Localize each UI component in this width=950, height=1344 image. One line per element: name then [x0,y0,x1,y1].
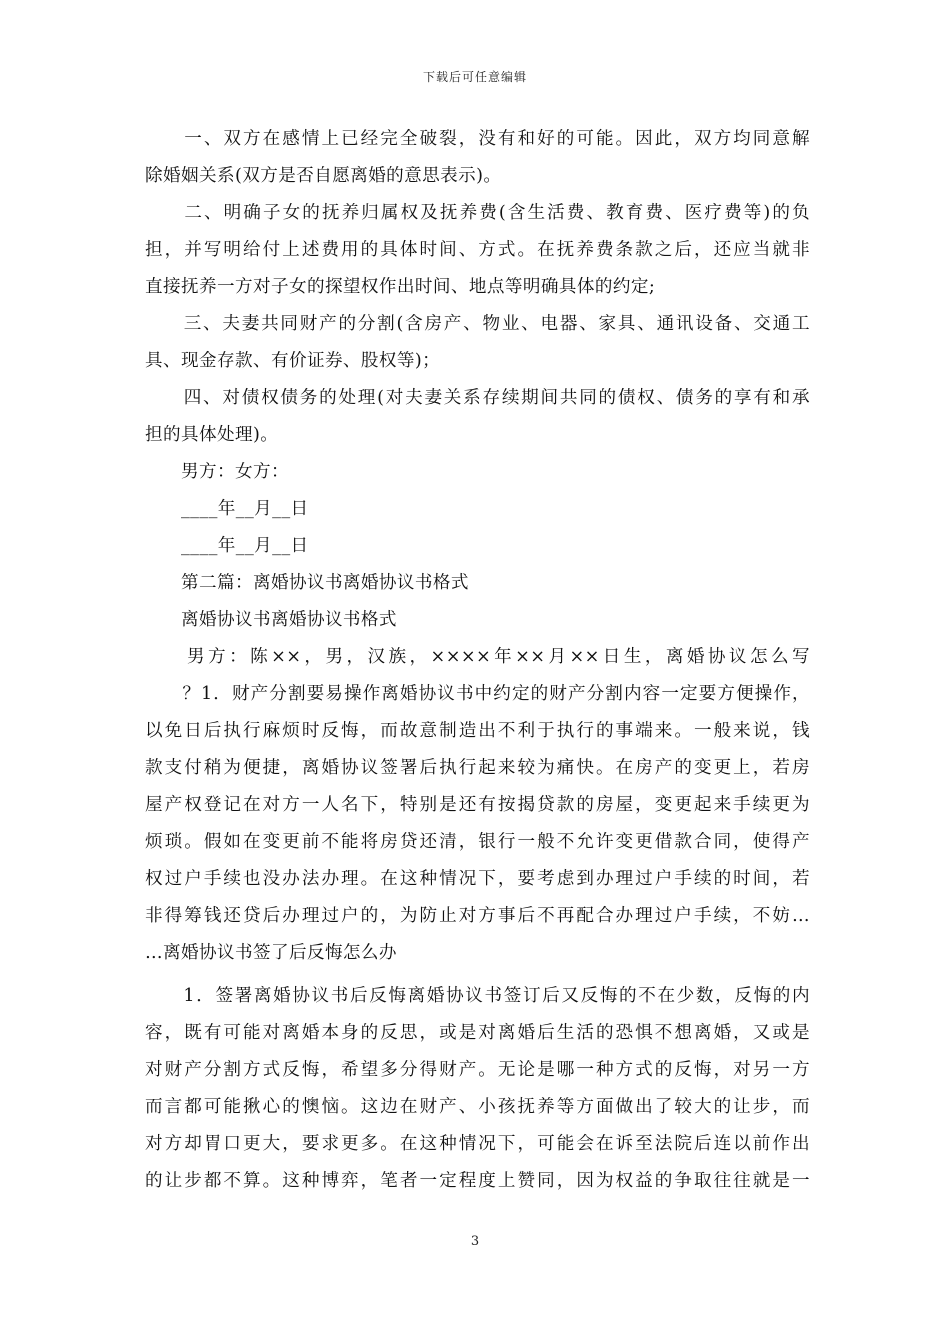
text-line: 直接抚养一方对子女的探望权作出时间、地点等明确具体的约定; [145,277,656,297]
text-line: 除婚姻关系(双方是否自愿离婚的意思表示)。 [145,166,502,186]
text-line: 的让步都不算。这种博弈，笔者一定程度上赞同，因为权益的争取往往就是一 [145,1171,810,1191]
text-line: 一、双方在感情上已经完全破裂，没有和好的可能。因此，双方均同意解 [145,129,810,149]
text-line: 款支付稍为便捷，离婚协议签署后执行起来较为痛快。在房产的变更上，若房 [145,758,810,778]
text-line: 而言都可能揪心的懊恼。这边在财产、小孩抚养等方面做出了较大的让步，而 [145,1097,810,1117]
text-line: 男方：女方： [145,462,289,482]
text-line: ？1．财产分割要易操作离婚协议书中约定的财产分割内容一定要方便操作， [145,684,810,704]
text-line: ____年__月__日 [145,536,309,556]
text-line: ____年__月__日 [145,499,309,519]
section-heading: 第二篇：离婚协议书离婚协议书格式 [145,573,469,593]
text-line: 以免日后执行麻烦时反悔，而故意制造出不利于执行的事端来。一般来说，钱 [145,721,810,741]
text-line: 三、夫妻共同财产的分割(含房产、物业、电器、家具、通讯设备、交通工 [145,314,810,334]
text-line: 烦琐。假如在变更前不能将房贷还清，银行一般不允许变更借款合同，使得产 [145,832,810,852]
text-line: 担，并写明给付上述费用的具体时间、方式。在抚养费条款之后，还应当就非 [145,240,810,260]
text-line: 二、明确子女的抚养归属权及抚养费(含生活费、教育费、医疗费等)的负 [145,203,810,223]
section-subheading: 离婚协议书离婚协议书格式 [145,610,397,630]
text-line: …离婚协议书签了后反悔怎么办 [145,943,397,963]
text-line: 非得筹钱还贷后办理过户的，为防止对方事后不再配合办理过户手续，不妨… [145,906,810,926]
text-line: 对方却胃口更大，要求更多。在这种情况下，可能会在诉至法院后连以前作出 [145,1134,810,1154]
text-line: 担的具体处理)。 [145,425,279,445]
text-line: 屋产权登记在对方一人名下，特别是还有按揭贷款的房屋，变更起来手续更为 [145,795,810,815]
text-line: 男方：陈××，男，汉族，××××年××月××日生，离婚协议怎么写 [145,647,810,667]
text-line: 权过户手续也没办法办理。在这种情况下，要考虑到办理过户手续的时间，若 [145,869,810,889]
document-body [145,124,810,1203]
text-line: 对财产分割方式反悔，希望多分得财产。无论是哪一种方式的反悔，对另一方 [145,1060,810,1080]
text-line: 四、对债权债务的处理(对夫妻关系存续期间共同的债权、债务的享有和承 [145,388,810,408]
text-line: 1．签署离婚协议书后反悔离婚协议书签订后又反悔的不在少数，反悔的内 [145,986,810,1006]
page-number: 3 [470,1234,480,1249]
text-line: 容，既有可能对离婚本身的反思，或是对离婚后生活的恐惧不想离婚，又或是 [145,1023,810,1043]
page-header: 下载后可任意编辑 [422,70,527,84]
text-line: 具、现金存款、有价证券、股权等)； [145,351,441,371]
